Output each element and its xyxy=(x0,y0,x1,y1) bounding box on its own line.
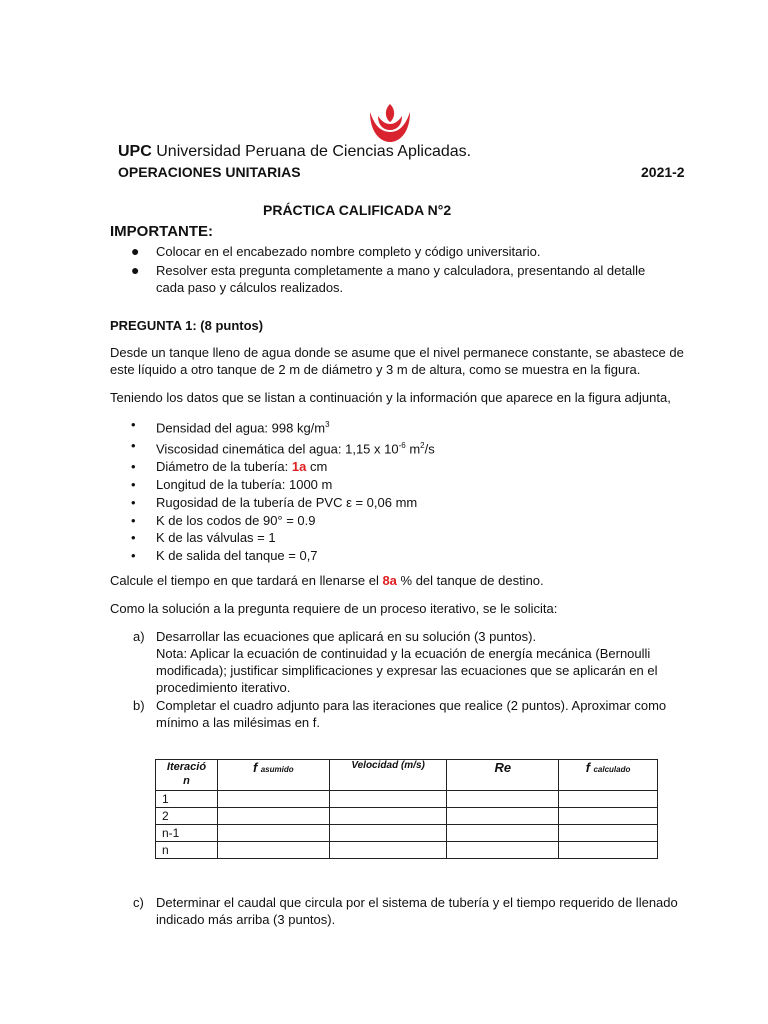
header-iteration: Iteració n xyxy=(156,760,218,791)
cell[interactable] xyxy=(217,791,329,808)
row-label: 2 xyxy=(156,808,218,825)
cell[interactable] xyxy=(559,825,658,842)
cell[interactable] xyxy=(559,808,658,825)
header-f-calculated: f calculado xyxy=(559,760,658,791)
part-b-label: b) xyxy=(133,698,145,713)
data-intro: Teniendo los datos que se listan a continuación y la información que aparece en la figura adjunta, xyxy=(110,390,671,405)
data-item-viscosity: • Viscosidad cinemática del agua: 1,15 x $10^{-6}$ $m^2/s$ xyxy=(131,437,691,458)
cell[interactable] xyxy=(447,842,559,859)
header-velocity: Velocidad (m/s) xyxy=(329,760,447,791)
university-line xyxy=(118,143,471,161)
iteration-table xyxy=(155,759,658,859)
cell[interactable] xyxy=(447,825,559,842)
university-name: Universidad Peruana de Ciencias Aplicadas. xyxy=(156,143,472,160)
question-intro xyxy=(110,344,710,378)
part-b-text: Completar el cuadro adjunto para las iteraciones que realice (2 puntos). Aproximar como mínimo a las milésimas en f. xyxy=(156,698,667,730)
data-item-k-valve: • K de las válvulas = 1 xyxy=(131,529,691,547)
part-c-text: Determinar el caudal que circula por el sistema de tubería y el tiempo requerido de llenado indicado más arriba (3 puntos). xyxy=(156,895,678,927)
cell[interactable] xyxy=(447,808,559,825)
row-label: n xyxy=(156,842,218,859)
cell[interactable] xyxy=(217,842,329,859)
row-label: 1 xyxy=(156,791,218,808)
header-f-assumed: f asumido xyxy=(217,760,329,791)
exam-title: PRÁCTICA CALIFICADA N°2 xyxy=(263,202,452,218)
part-c-label: c) xyxy=(133,895,144,910)
upc-acronym: UPC xyxy=(118,143,152,160)
data-item-density: • Densidad del agua: 998 $kg/m^3$ xyxy=(131,416,691,437)
row-label: n-1 xyxy=(156,825,218,842)
cell[interactable] xyxy=(329,808,447,825)
table-row xyxy=(156,808,658,825)
question-heading: PREGUNTA 1: (8 puntos) xyxy=(110,318,264,333)
term: 2021-2 xyxy=(641,164,685,180)
bullet-icon: ● xyxy=(131,262,140,278)
bullet-icon: ● xyxy=(131,243,140,259)
header-re: Re xyxy=(447,760,559,791)
important-item-text-cont: cada paso y cálculos realizados. xyxy=(156,280,344,295)
data-list xyxy=(131,416,691,565)
cell[interactable] xyxy=(329,842,447,859)
data-item-k-elbow: • K de los codos de 90° = 0.9 xyxy=(131,512,691,530)
upc-logo-icon xyxy=(366,102,414,144)
cell[interactable] xyxy=(217,808,329,825)
course-name: OPERACIONES UNITARIAS xyxy=(118,164,301,180)
iter-intro: Como la solución a la pregunta requiere de un proceso iterativo, se le solicita: xyxy=(110,601,558,616)
cell[interactable] xyxy=(329,791,447,808)
calc-statement: Calcule el tiempo en que tardará en llenarse el 8a % del tanque de destino. xyxy=(110,573,544,588)
table-row xyxy=(156,842,658,859)
important-item-text: Colocar en el encabezado nombre completo y código universitario. xyxy=(156,244,541,259)
cell[interactable] xyxy=(559,791,658,808)
important-list xyxy=(131,243,711,296)
intro-line: Desde un tanque lleno de agua donde se asume que el nivel permanece constante, se abastece de xyxy=(110,345,684,360)
intro-line: este líquido a otro tanque de 2 m de diámetro y 3 m de altura, como se muestra en la figura. xyxy=(110,362,641,377)
important-item xyxy=(131,262,711,296)
important-item-text: Resolver esta pregunta completamente a mano y calculadora, presentando al detalle xyxy=(156,263,646,278)
data-item-k-exit: • K de salida del tanque = 0,7 xyxy=(131,547,691,565)
cell[interactable] xyxy=(217,825,329,842)
table-row xyxy=(156,791,658,808)
cell[interactable] xyxy=(559,842,658,859)
part-a-text: Desarrollar las ecuaciones que aplicará en su solución (3 puntos). Nota: Aplicar la ecuación de continuidad y la ecuación de energía mecánica (Bernoulli modificada); justificar simplificaciones y expresar las ecuaciones que se aplicarán en el procedimiento iterativo. xyxy=(156,629,658,695)
data-item-diameter: • Diámetro de la tubería: 1a cm xyxy=(131,458,691,476)
part-a-label: a) xyxy=(133,629,145,644)
cell[interactable] xyxy=(329,825,447,842)
cell[interactable] xyxy=(447,791,559,808)
table-row xyxy=(156,825,658,842)
data-item-length: • Longitud de la tubería: 1000 m xyxy=(131,476,691,494)
important-item xyxy=(131,243,711,260)
data-item-roughness: • Rugosidad de la tubería de PVC ε = 0,06 mm xyxy=(131,494,691,512)
table-header-row xyxy=(156,760,658,791)
important-heading: IMPORTANTE: xyxy=(110,223,214,240)
